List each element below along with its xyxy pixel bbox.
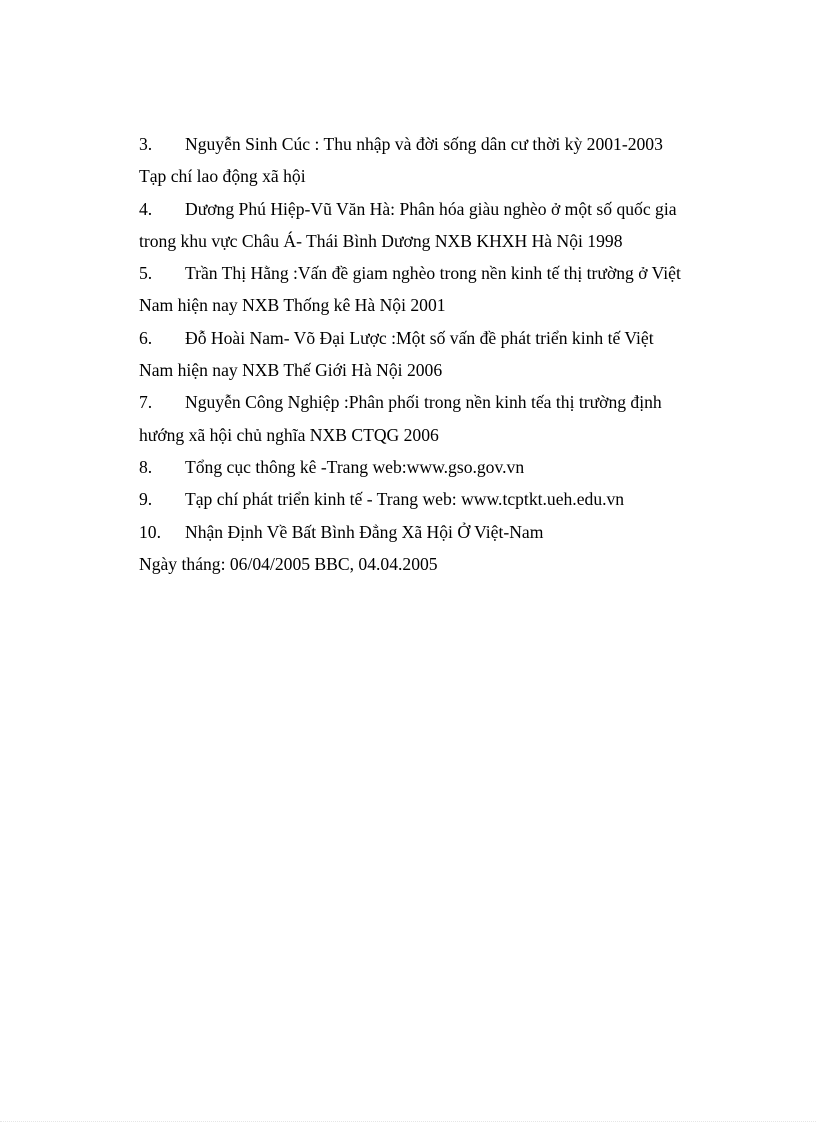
reference-number: 9. [139, 489, 153, 510]
reference-item-9 [139, 483, 739, 515]
reference-list [139, 128, 739, 580]
reference-item-8 [139, 451, 739, 483]
reference-item-4 [139, 193, 739, 225]
reference-number: 8. [139, 456, 153, 477]
reference-text: Nam hiện nay NXB Thế Giới Hà Nội 2006 [139, 360, 443, 381]
reference-continuation [139, 289, 739, 321]
reference-text: Đỗ Hoài Nam- Võ Đại Lược :Một số vấn đề phát triển kinh tế Việt [185, 327, 654, 348]
reference-continuation [139, 160, 739, 192]
reference-number: 3. [139, 134, 153, 154]
reference-item-3 [139, 128, 739, 160]
reference-text: Nhận Định Về Bất Bình Đẳng Xã Hội Ở Việt-Nam [185, 521, 544, 542]
reference-number: 7. [139, 392, 153, 413]
reference-text: Nguyễn Công Nghiệp :Phân phối trong nền kinh tếa thị trường định [185, 392, 662, 413]
reference-continuation [139, 225, 739, 257]
reference-text: Tạp chí lao động xã hội [139, 166, 306, 187]
reference-number: 10. [139, 521, 161, 542]
reference-continuation [139, 419, 739, 451]
reference-text: Dương Phú Hiệp-Vũ Văn Hà: Phân hóa giàu nghèo ở một số quốc gia [185, 198, 677, 219]
reference-text: Nam hiện nay NXB Thống kê Hà Nội 2001 [139, 295, 446, 316]
reference-continuation [139, 354, 739, 386]
reference-item-10 [139, 516, 739, 548]
reference-text: Ngày tháng: 06/04/2005 BBC, 04.04.2005 [139, 553, 438, 574]
reference-text: Trần Thị Hằng :Vấn đề giam nghèo trong nền kinh tế thị trường ở Việt [185, 263, 681, 284]
reference-continuation [139, 548, 739, 580]
reference-item-7 [139, 386, 739, 418]
reference-number: 6. [139, 327, 153, 348]
reference-number: 4. [139, 198, 153, 219]
page-bottom-border [0, 1121, 816, 1122]
reference-text: hướng xã hội chủ nghĩa NXB CTQG 2006 [139, 424, 439, 445]
reference-number: 5. [139, 263, 153, 284]
reference-text: Tổng cục thông kê -Trang web:www.gso.gov.vn [185, 456, 525, 477]
reference-text: trong khu vực Châu Á- Thái Bình Dương NXB KHXH Hà Nội 1998 [139, 230, 623, 251]
reference-item-5 [139, 257, 739, 289]
reference-item-6 [139, 322, 739, 354]
reference-text: Nguyễn Sinh Cúc : Thu nhập và đời sống dân cư thời kỳ 2001-2003 [185, 134, 663, 154]
reference-text: Tạp chí phát triển kinh tế - Trang web: www.tcptkt.ueh.edu.vn [185, 489, 625, 510]
